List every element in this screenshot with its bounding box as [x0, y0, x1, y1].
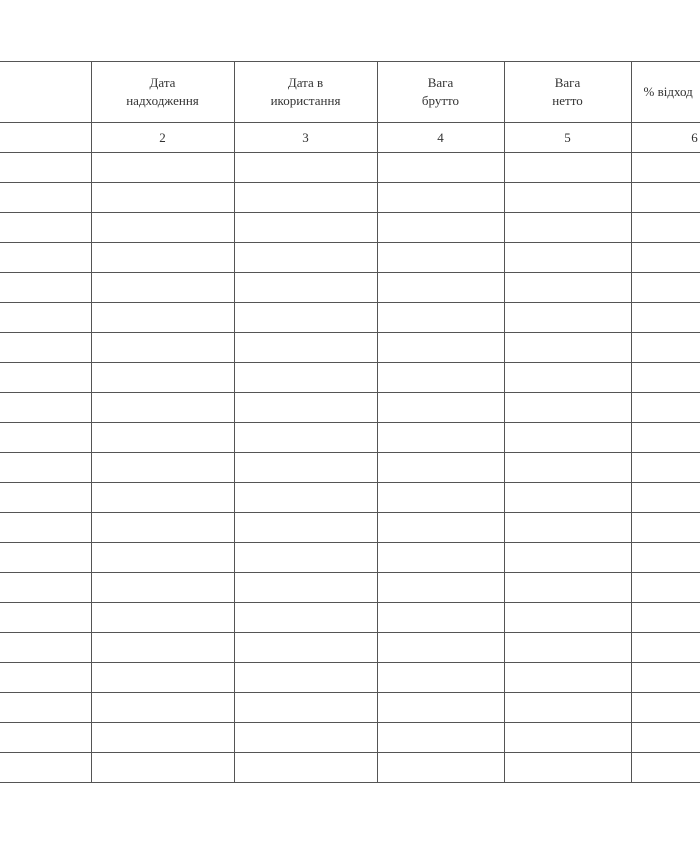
- table-row: [0, 573, 700, 603]
- table-cell[interactable]: [0, 543, 91, 573]
- table-cell[interactable]: [631, 183, 700, 213]
- table-cell[interactable]: [234, 153, 377, 183]
- header-cell-gross-weight: Вага брутто: [377, 62, 504, 123]
- table-cell[interactable]: [377, 153, 504, 183]
- table-cell[interactable]: [377, 183, 504, 213]
- table-cell[interactable]: [0, 483, 91, 513]
- table-cell[interactable]: [0, 213, 91, 243]
- table-cell[interactable]: [377, 453, 504, 483]
- table-cell[interactable]: [631, 363, 700, 393]
- table-cell[interactable]: [0, 393, 91, 423]
- table-cell[interactable]: [631, 723, 700, 753]
- table-row: [0, 753, 700, 783]
- table-cell[interactable]: [377, 243, 504, 273]
- table-cell[interactable]: [234, 483, 377, 513]
- table-cell[interactable]: [377, 363, 504, 393]
- table-cell[interactable]: [91, 453, 234, 483]
- table-cell[interactable]: [377, 213, 504, 243]
- table-cell[interactable]: [91, 243, 234, 273]
- table-cell[interactable]: [504, 483, 631, 513]
- table-row: [0, 693, 700, 723]
- table-cell[interactable]: [377, 393, 504, 423]
- table-cell[interactable]: [377, 633, 504, 663]
- table-cell[interactable]: [631, 693, 700, 723]
- table-cell[interactable]: [504, 273, 631, 303]
- table-cell[interactable]: [234, 573, 377, 603]
- header-row: [0, 62, 700, 123]
- table-cell[interactable]: [91, 573, 234, 603]
- table-cell[interactable]: [631, 453, 700, 483]
- table-cell[interactable]: [631, 423, 700, 453]
- table-cell[interactable]: [91, 723, 234, 753]
- table-cell[interactable]: [234, 303, 377, 333]
- table-row: [0, 603, 700, 633]
- table-cell[interactable]: [631, 633, 700, 663]
- table-cell[interactable]: [234, 333, 377, 363]
- table-cell[interactable]: [631, 303, 700, 333]
- ledger-body: [0, 153, 700, 783]
- table-cell[interactable]: [631, 663, 700, 693]
- table-row: [0, 183, 700, 213]
- column-number-5: 5: [504, 123, 631, 153]
- table-row: [0, 483, 700, 513]
- table-cell[interactable]: [504, 423, 631, 453]
- column-number-row: [0, 123, 700, 153]
- table-cell[interactable]: [504, 633, 631, 663]
- table-cell[interactable]: [504, 513, 631, 543]
- table-cell[interactable]: [0, 603, 91, 633]
- table-cell[interactable]: [631, 393, 700, 423]
- table-cell[interactable]: [504, 153, 631, 183]
- table-cell[interactable]: [0, 183, 91, 213]
- table-cell[interactable]: [0, 363, 91, 393]
- table-cell[interactable]: [234, 753, 377, 783]
- table-cell[interactable]: [504, 393, 631, 423]
- table-cell[interactable]: [504, 603, 631, 633]
- table-cell[interactable]: [234, 393, 377, 423]
- table-cell[interactable]: [377, 573, 504, 603]
- table-cell[interactable]: [91, 333, 234, 363]
- table-cell[interactable]: [504, 243, 631, 273]
- table-cell[interactable]: [234, 693, 377, 723]
- table-cell[interactable]: [91, 273, 234, 303]
- table-cell[interactable]: [377, 723, 504, 753]
- table-cell[interactable]: [234, 363, 377, 393]
- table-cell[interactable]: [234, 213, 377, 243]
- table-cell[interactable]: [234, 243, 377, 273]
- table-row: [0, 273, 700, 303]
- table-cell[interactable]: [91, 153, 234, 183]
- table-cell[interactable]: [0, 723, 91, 753]
- table-cell[interactable]: [234, 543, 377, 573]
- table-cell[interactable]: [377, 753, 504, 783]
- table-cell[interactable]: [504, 663, 631, 693]
- table-cell[interactable]: [234, 453, 377, 483]
- table-cell[interactable]: [377, 663, 504, 693]
- table-cell[interactable]: [234, 423, 377, 453]
- table-row: [0, 543, 700, 573]
- table-cell[interactable]: [0, 243, 91, 273]
- table-cell[interactable]: [91, 303, 234, 333]
- table-cell[interactable]: [631, 483, 700, 513]
- table-row: [0, 303, 700, 333]
- column-number-3: 3: [234, 123, 377, 153]
- table-cell[interactable]: [377, 513, 504, 543]
- table-row: [0, 393, 700, 423]
- table-cell[interactable]: [631, 333, 700, 363]
- table-cell[interactable]: [504, 363, 631, 393]
- table-cell[interactable]: [91, 393, 234, 423]
- table-cell[interactable]: [91, 483, 234, 513]
- table-cell[interactable]: [377, 303, 504, 333]
- table-row: [0, 453, 700, 483]
- table-cell[interactable]: [504, 753, 631, 783]
- table-cell[interactable]: [0, 753, 91, 783]
- table-cell[interactable]: [234, 663, 377, 693]
- table-cell[interactable]: [91, 603, 234, 633]
- table-row: [0, 633, 700, 663]
- table-cell[interactable]: [377, 333, 504, 363]
- header-cell-net-weight: Вага нетто: [504, 62, 631, 123]
- table-cell[interactable]: [91, 663, 234, 693]
- table-cell[interactable]: [504, 303, 631, 333]
- table-cell[interactable]: [631, 243, 700, 273]
- header-cell-col-1: [0, 62, 91, 123]
- header-cell-usage-date: Дата в икористання: [234, 62, 377, 123]
- table-cell[interactable]: [0, 663, 91, 693]
- table-row: [0, 363, 700, 393]
- table-cell[interactable]: [91, 423, 234, 453]
- table-cell[interactable]: [234, 603, 377, 633]
- table-cell[interactable]: [91, 633, 234, 663]
- table-cell[interactable]: [377, 423, 504, 453]
- table-cell[interactable]: [234, 723, 377, 753]
- column-number-6: 6: [631, 123, 700, 153]
- table-cell[interactable]: [631, 573, 700, 603]
- table-cell[interactable]: [234, 633, 377, 663]
- table-cell[interactable]: [234, 183, 377, 213]
- table-row: [0, 723, 700, 753]
- ledger-table: [0, 61, 700, 783]
- table-cell[interactable]: [631, 543, 700, 573]
- table-cell[interactable]: [91, 363, 234, 393]
- table-cell[interactable]: [91, 183, 234, 213]
- table-row: [0, 333, 700, 363]
- table-cell[interactable]: [0, 453, 91, 483]
- table-row: [0, 153, 700, 183]
- table-cell[interactable]: [377, 483, 504, 513]
- table-cell[interactable]: [91, 543, 234, 573]
- table-cell[interactable]: [377, 273, 504, 303]
- table-row: [0, 513, 700, 543]
- table-cell[interactable]: [504, 693, 631, 723]
- table-cell[interactable]: [504, 213, 631, 243]
- table-cell[interactable]: [0, 333, 91, 363]
- table-cell[interactable]: [0, 573, 91, 603]
- table-cell[interactable]: [91, 513, 234, 543]
- table-cell[interactable]: [631, 273, 700, 303]
- table-row: [0, 663, 700, 693]
- table-cell[interactable]: [631, 753, 700, 783]
- table-cell[interactable]: [631, 213, 700, 243]
- table-cell[interactable]: [0, 633, 91, 663]
- table-cell[interactable]: [504, 183, 631, 213]
- table-cell[interactable]: [234, 273, 377, 303]
- table-cell[interactable]: [631, 153, 700, 183]
- column-number-4: 4: [377, 123, 504, 153]
- table-cell[interactable]: [0, 303, 91, 333]
- table-row: [0, 213, 700, 243]
- column-number-2: 2: [91, 123, 234, 153]
- header-cell-receipt-date: Дата надходження: [91, 62, 234, 123]
- table-cell[interactable]: [377, 693, 504, 723]
- table-cell[interactable]: [631, 603, 700, 633]
- table-cell[interactable]: [504, 453, 631, 483]
- table-cell[interactable]: [234, 513, 377, 543]
- table-cell[interactable]: [91, 213, 234, 243]
- header-cell-waste-percent: % відход: [631, 62, 700, 123]
- table-cell[interactable]: [504, 543, 631, 573]
- table-cell[interactable]: [0, 693, 91, 723]
- table-row: [0, 243, 700, 273]
- table-cell[interactable]: [504, 723, 631, 753]
- column-number-1: [0, 123, 91, 153]
- table-cell[interactable]: [504, 573, 631, 603]
- table-cell[interactable]: [91, 753, 234, 783]
- table-cell[interactable]: [0, 273, 91, 303]
- table-cell[interactable]: [0, 513, 91, 543]
- table-cell[interactable]: [91, 693, 234, 723]
- table-cell[interactable]: [504, 333, 631, 363]
- table-cell[interactable]: [377, 543, 504, 573]
- table-cell[interactable]: [0, 153, 91, 183]
- table-cell[interactable]: [0, 423, 91, 453]
- table-cell[interactable]: [377, 603, 504, 633]
- table-row: [0, 423, 700, 453]
- table-cell[interactable]: [631, 513, 700, 543]
